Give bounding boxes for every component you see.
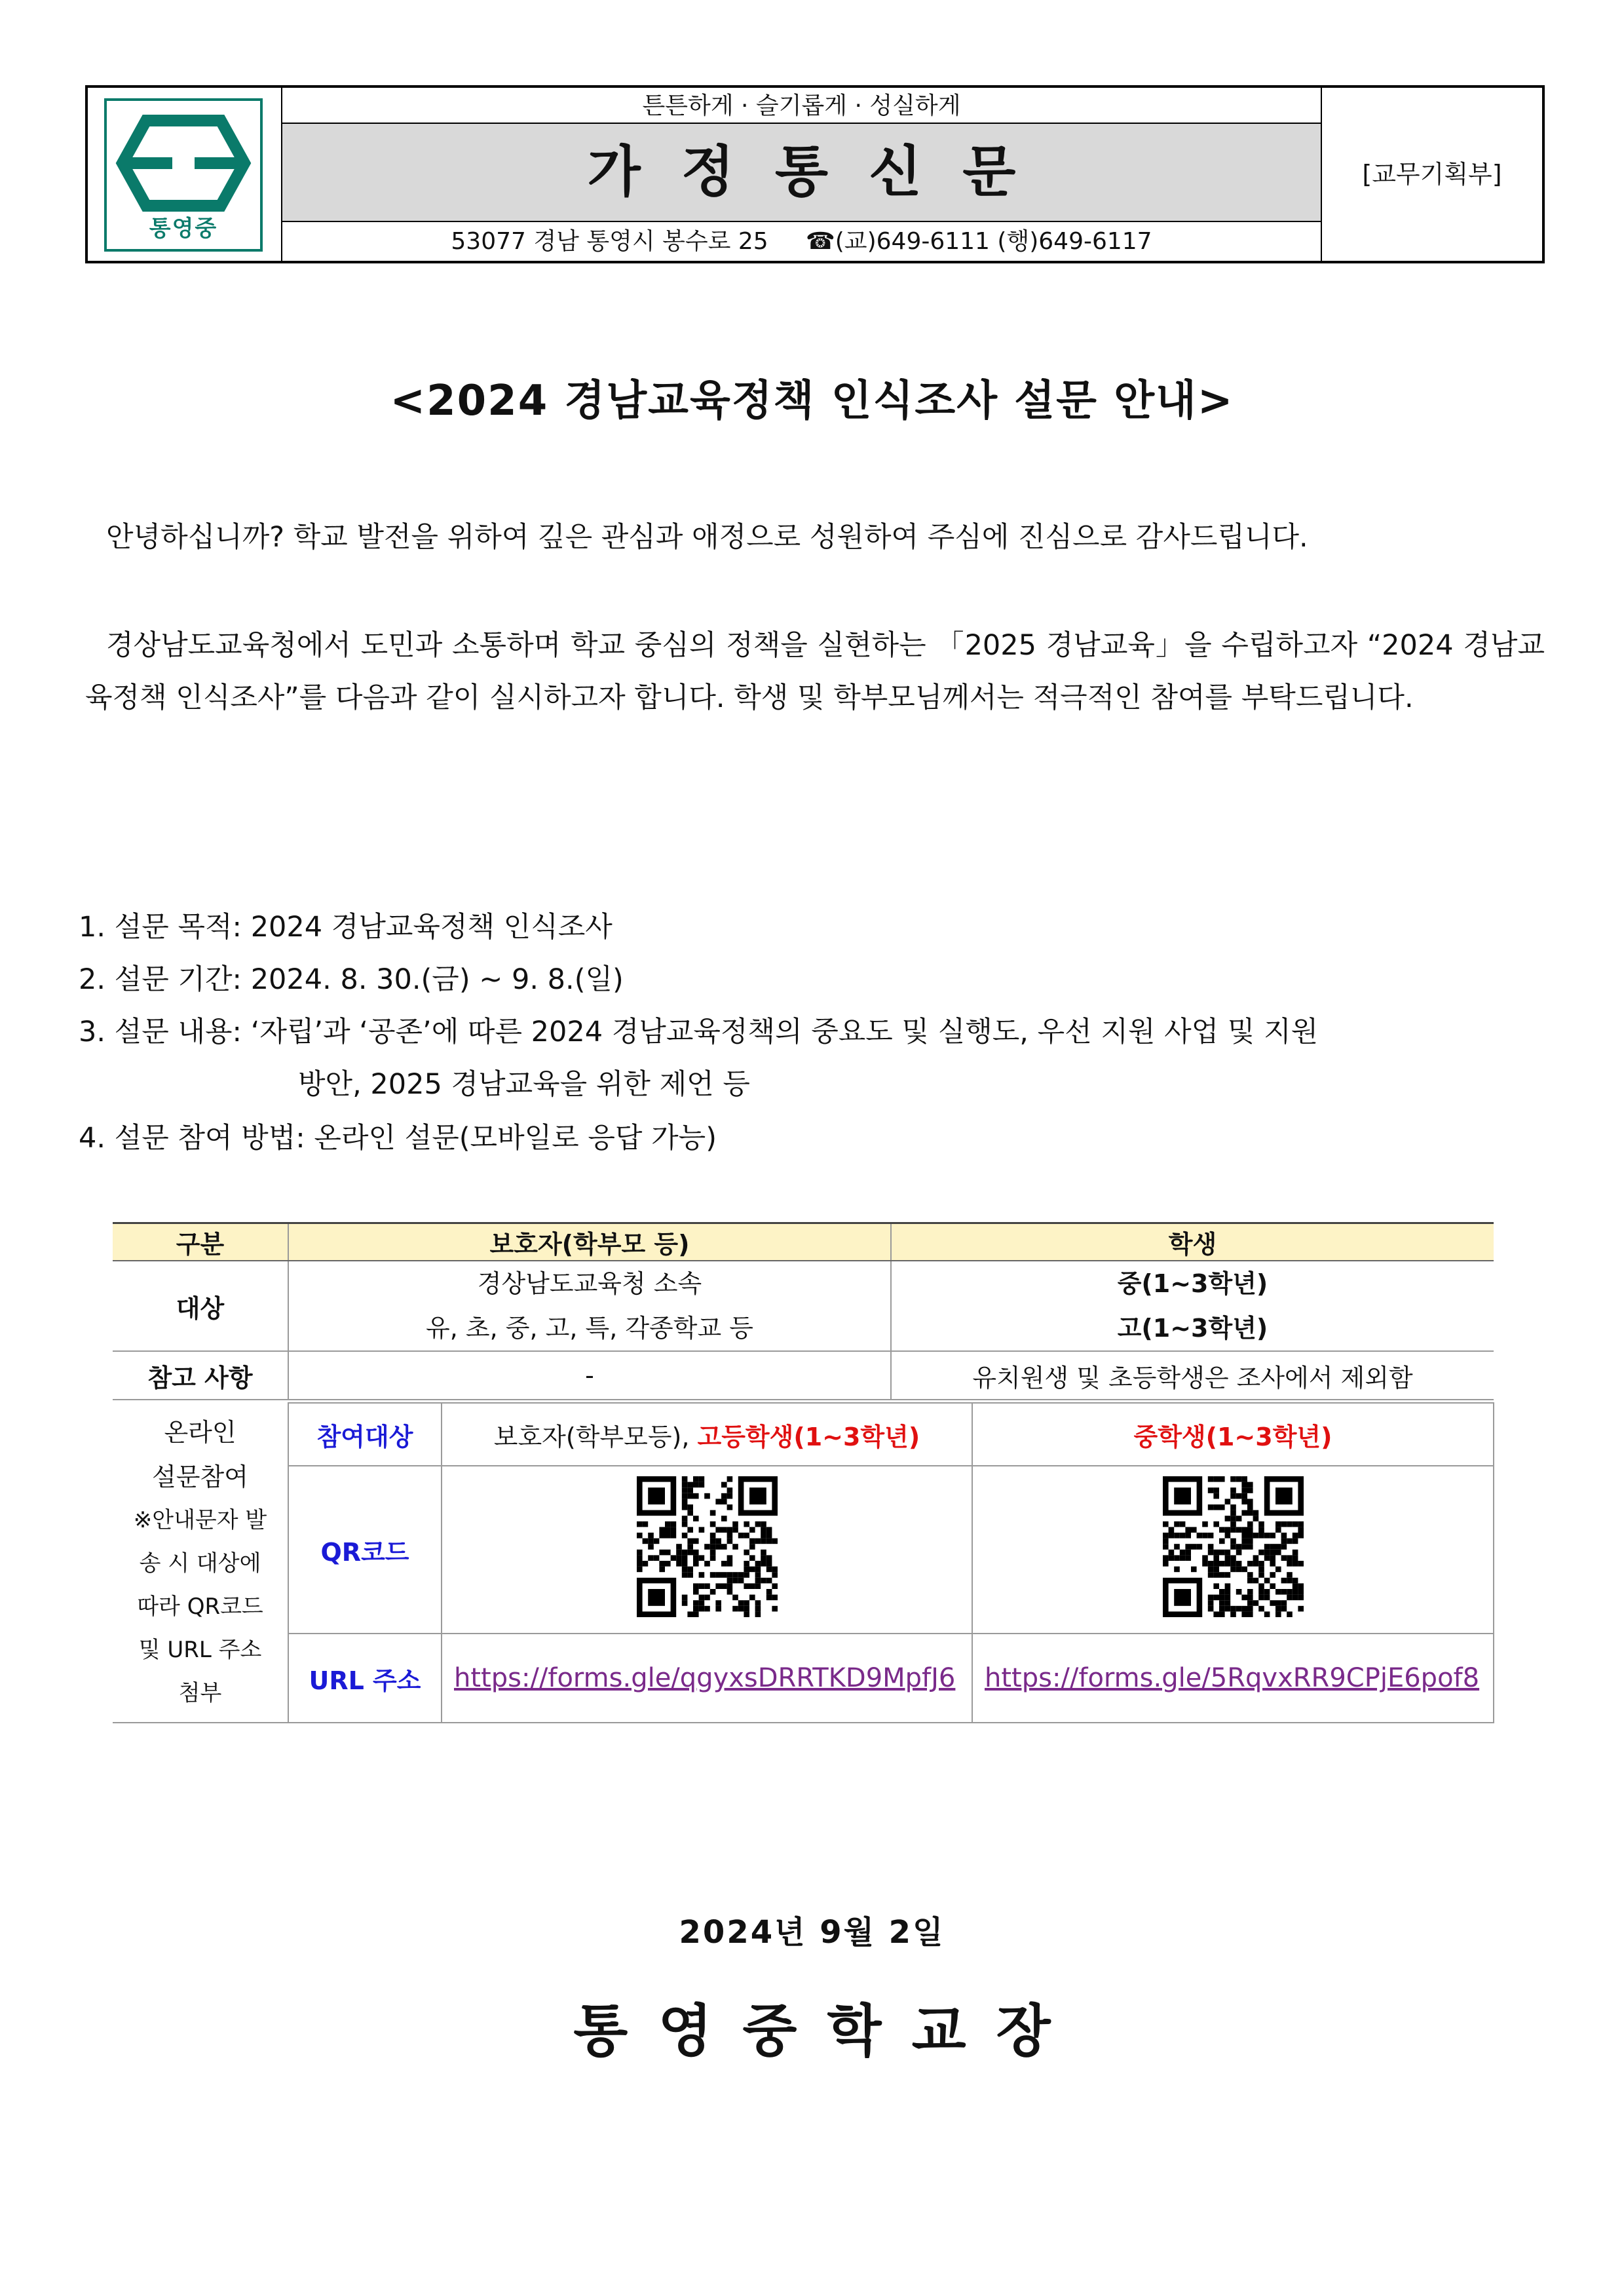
header-student: 학생 [891,1223,1494,1261]
col1-parent-text: 보호자(학부모등), [493,1422,698,1451]
table-row [113,1466,1494,1634]
online-label-1: 온라인 [164,1418,236,1447]
survey-info-table [113,1222,1494,1400]
newsletter-title: 가정통신문 [282,124,1321,222]
row-label-target: 참여대상 [288,1403,442,1466]
list-item [79,1006,1553,1058]
table-row [113,1261,1494,1351]
table-row [113,1634,1494,1723]
item-label: 4. 설문 참여 방법: [79,1122,305,1155]
greeting-paragraph: 안녕하십니까? 학교 발전을 위하여 깊은 관심과 애정으로 성원하여 주심에 진심으로 감사드립니다. [106,521,1308,554]
online-label-note: ※안내문자 발송 시 대상에 따라 QR코드 및 URL 주소 첨부 [133,1507,267,1706]
item-text: 2024. 8. 30.(금) ~ 9. 8.(일) [250,963,624,996]
qr-cell-2 [972,1466,1494,1634]
survey-link-parent[interactable]: https://forms.gle/qgyxsDRRTKD9MpfJ6 [442,1634,972,1723]
survey-link-student[interactable]: https://forms.gle/5RqvxRR9CPjE6pof8 [972,1634,1494,1723]
target-student-line1: 중(1~3학년) [1117,1269,1268,1298]
qr-code-icon[interactable] [1163,1476,1304,1617]
list-item-continuation: 방안, 2025 경남교육을 위한 제언 등 [298,1068,750,1101]
online-label-2: 설문참여 [152,1463,248,1491]
logo-text: 통영중 [149,216,218,242]
item-label: 1. 설문 목적: [79,911,242,944]
department-label: [교무기획부] [1321,88,1542,261]
header-parent: 보호자(학부모 등) [288,1223,891,1261]
note-student: 유치원생 및 초등학생은 조사에서 제외함 [891,1351,1494,1400]
row-label-url: URL 주소 [288,1634,442,1723]
qr-cell-1 [442,1466,972,1634]
online-label-cell [113,1403,288,1723]
col1-highschool-text: 고등학생(1~3학년) [697,1422,920,1451]
school-logo [104,98,263,252]
issue-date: 2024년 9월 2일 [679,1914,945,1951]
target-parent [288,1261,891,1351]
col-middleschool: 중학생(1~3학년) [972,1403,1494,1466]
table-row [113,1403,1494,1466]
online-survey-table [113,1402,1494,1723]
item-text: 2024 경남교육정책 인식조사 [250,911,613,944]
target-student [891,1261,1494,1351]
list-item [79,1112,1553,1164]
header-category: 구분 [113,1223,288,1261]
row-label-note: 참고 사항 [113,1351,288,1400]
note-parent: - [288,1351,891,1400]
col-parent-highschool [442,1403,972,1466]
item-label: 3. 설문 내용: [79,1016,242,1048]
intro-paragraph: 경상남도교육청에서 도민과 소통하며 학교 중심의 정책을 실현하는 「2025 경남교육」을 수립하고자 “2024 경남교육정책 인식조사”를 다음과 같이 실시하고자 합니다. 학생 및 학부모님께서는 적극적인 참여를 부탁드립니다. [85,629,1545,714]
target-parent-line1: 경상남도교육청 소속 [477,1269,702,1298]
target-parent-line2: 유, 초, 중, 고, 특, 각종학교 등 [426,1314,753,1343]
table-header-row [113,1223,1494,1261]
letterhead [85,85,1545,263]
address-text: 53077 경남 통영시 봉수로 25 [451,228,768,255]
row-label-target: 대상 [113,1261,288,1351]
school-address [282,222,1321,261]
list-item [79,901,1553,953]
principal-signature: 통영중학교장 [573,1999,1081,2064]
table-row [113,1351,1494,1400]
item-text: 온라인 설문(모바일로 응답 가능) [314,1122,717,1155]
target-student-line2: 고(1~3학년) [1117,1314,1268,1343]
phone-text: ☎(교)649-6111 (행)649-6117 [805,228,1152,255]
logo-cell [88,88,282,261]
item-text: ‘자립’과 ‘공존’에 따른 2024 경남교육정책의 중요도 및 실행도, 우선 지원 사업 및 지원 [250,1016,1319,1048]
school-motto: 튼튼하게 · 슬기롭게 · 성실하게 [282,88,1321,124]
qr-code-icon[interactable] [637,1476,778,1617]
list-item [79,953,1553,1006]
item-label: 2. 설문 기간: [79,963,242,996]
document-title: <2024 경남교육정책 인식조사 설문 안내> [390,377,1234,425]
row-label-qr: QR코드 [288,1466,442,1634]
